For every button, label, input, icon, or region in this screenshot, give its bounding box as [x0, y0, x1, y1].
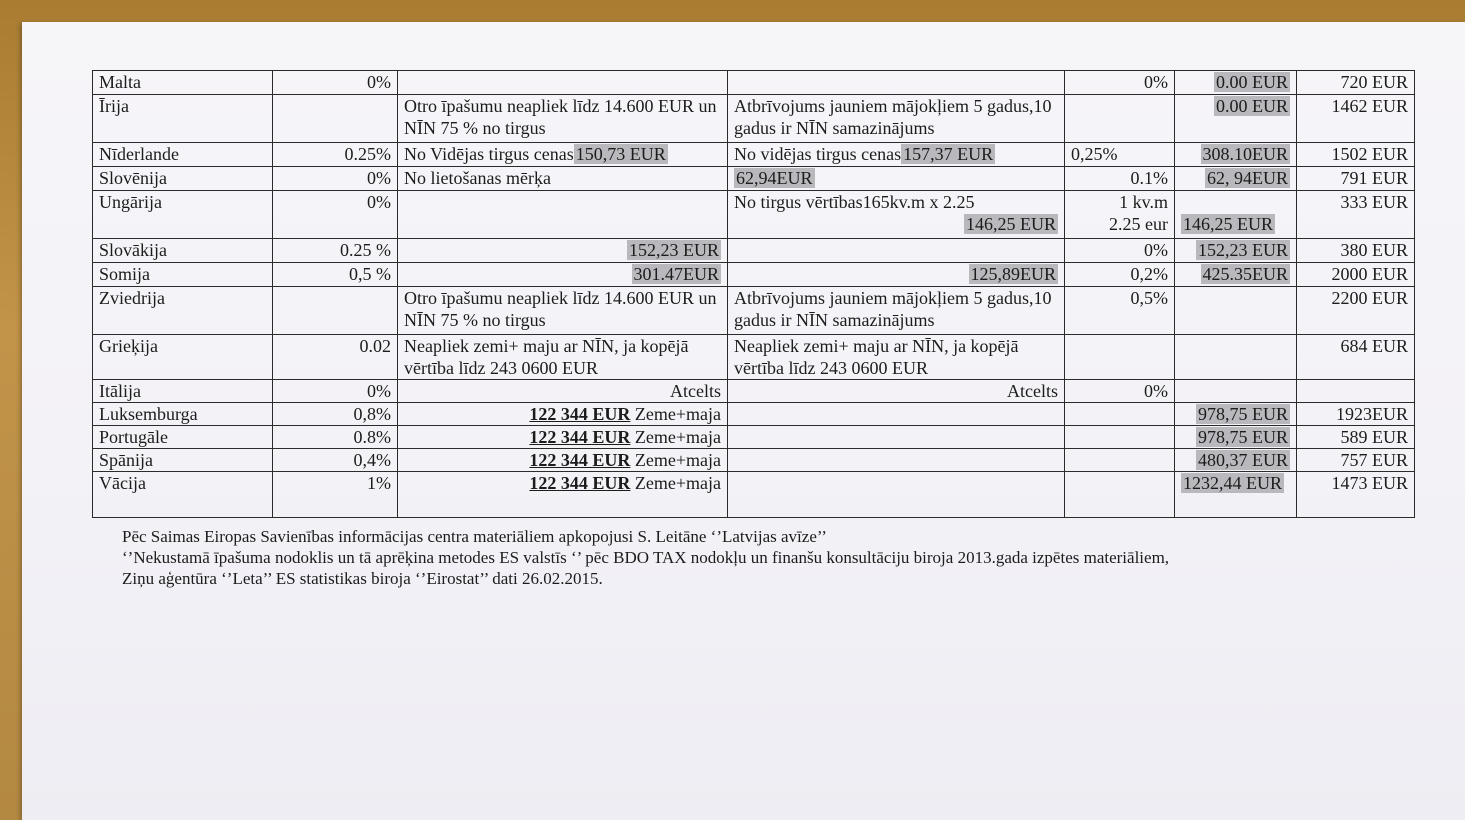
total-cell: 1473 EUR [1297, 472, 1415, 518]
note1-text: Zeme+maja [630, 473, 721, 493]
table-row [93, 263, 1415, 287]
table-row [93, 71, 1415, 95]
rate-cell: 0.8% [273, 426, 398, 449]
note1-cell: Otro īpašumu neapliek līdz 14.600 EUR un NĪN 75 % no tirgus [398, 287, 728, 335]
amount-cell [1175, 239, 1297, 263]
note1-cell [398, 449, 728, 472]
note1-amount: 122 344 EUR [529, 427, 631, 447]
rate2-cell [1065, 403, 1175, 426]
total-cell: 589 EUR [1297, 426, 1415, 449]
rate-cell [273, 95, 398, 143]
note1-text: Zeme+maja [630, 427, 721, 447]
country-cell: Ungārija [93, 191, 273, 239]
note2-cell [728, 239, 1065, 263]
amount-value: 425.35EUR [1202, 264, 1288, 284]
note2-cell [728, 191, 1065, 239]
rate-cell: 0% [273, 167, 398, 191]
amount-value: 0.00 EUR [1216, 96, 1288, 116]
amount-value: 480,37 EUR [1198, 450, 1288, 470]
amount-cell [1175, 426, 1297, 449]
country-cell: Grieķija [93, 335, 273, 380]
total-cell [1297, 380, 1415, 403]
rate2-cell: 0% [1065, 71, 1175, 95]
amount-cell [1175, 335, 1297, 380]
amount-value: 978,75 EUR [1198, 404, 1288, 424]
amount-cell [1175, 191, 1297, 239]
country-cell: Portugāle [93, 426, 273, 449]
country-cell: Malta [93, 71, 273, 95]
rate-cell: 0% [273, 191, 398, 239]
rate-cell: 0,5 % [273, 263, 398, 287]
table-row [93, 191, 1415, 239]
rate-cell: 0.25 % [273, 239, 398, 263]
amount-cell [1175, 449, 1297, 472]
note2-amount: 62,94EUR [736, 168, 813, 188]
table-row [93, 380, 1415, 403]
total-cell: 380 EUR [1297, 239, 1415, 263]
rate-cell: 0.25% [273, 143, 398, 167]
rate-cell: 0% [273, 71, 398, 95]
note1-cell [398, 239, 728, 263]
note2-cell [728, 426, 1065, 449]
table-row [93, 335, 1415, 380]
rate2-cell [1065, 426, 1175, 449]
amount-cell [1175, 380, 1297, 403]
amount-cell [1175, 472, 1297, 518]
country-cell: Zviedrija [93, 287, 273, 335]
note1-amount: 152,23 EUR [629, 240, 719, 260]
note2-amount: 125,89EUR [970, 264, 1056, 284]
note1-amount: 122 344 EUR [529, 473, 631, 493]
note1-text: Zeme+maja [630, 450, 721, 470]
table-row [93, 95, 1415, 143]
note1-cell [398, 143, 728, 167]
table-row [93, 287, 1415, 335]
table-row [93, 449, 1415, 472]
rate2-cell: 0.1% [1065, 167, 1175, 191]
table-row [93, 426, 1415, 449]
note2-cell: Atbrīvojums jauniem mājokļiem 5 gadus,10 gadus ir NĪN samazinājums [728, 287, 1065, 335]
note1-amount: 150,73 EUR [575, 144, 666, 164]
note1-text: Zeme+maja [630, 404, 721, 424]
note2-cell: Atbrīvojums jauniem mājokļiem 5 gadus,10 gadus ir NĪN samazinājums [728, 95, 1065, 143]
source-note: ‘’Nekustamā īpašuma nodoklis un tā aprēķina metodes ES valstīs ‘’ pēc BDO TAX nodokļu un finanšu konsultāciju biroja 2013.gada izpētes materiāliem, [122, 548, 1170, 567]
country-cell: Spānija [93, 449, 273, 472]
note1-cell: Otro īpašumu neapliek līdz 14.600 EUR un NĪN 75 % no tirgus [398, 95, 728, 143]
rate-cell: 1% [273, 472, 398, 518]
note1-amount: 122 344 EUR [529, 450, 631, 470]
amount-cell [1175, 403, 1297, 426]
note2-cell [728, 403, 1065, 426]
country-cell: Īrija [93, 95, 273, 143]
rate2-cell [1065, 191, 1175, 239]
note1-text: No Vidējas tirgus cenas [404, 144, 574, 164]
source-notes [122, 526, 1262, 589]
amount-value: 62, 94EUR [1207, 168, 1288, 188]
note1-cell [398, 426, 728, 449]
table-row [93, 167, 1415, 191]
note2-cell [728, 167, 1065, 191]
amount-cell [1175, 167, 1297, 191]
total-cell: 720 EUR [1297, 71, 1415, 95]
note2-cell [728, 263, 1065, 287]
note1-cell [398, 191, 728, 239]
amount-value: 1232,44 EUR [1183, 473, 1282, 493]
note2-cell [728, 449, 1065, 472]
note2-cell [728, 71, 1065, 95]
note2-text: No vidējas tirgus cenas [734, 144, 902, 164]
rate2-cell [1065, 95, 1175, 143]
note1-amount: 122 344 EUR [529, 404, 631, 424]
total-cell: 1923EUR [1297, 403, 1415, 426]
note1-amount: 301.47EUR [633, 264, 719, 284]
country-cell: Somija [93, 263, 273, 287]
rate-cell: 0,8% [273, 403, 398, 426]
total-cell: 791 EUR [1297, 167, 1415, 191]
rate2-line: 2.25 eur [1109, 214, 1168, 234]
note2-cell [728, 472, 1065, 518]
tax-table [92, 70, 1415, 518]
amount-cell [1175, 71, 1297, 95]
note1-cell: No lietošanas mērķa [398, 167, 728, 191]
note1-cell [398, 263, 728, 287]
note2-cell: Neapliek zemi+ maju ar NĪN, ja kopējā vērtība līdz 243 0600 EUR [728, 335, 1065, 380]
rate2-cell [1065, 335, 1175, 380]
rate-cell: 0% [273, 380, 398, 403]
amount-cell [1175, 263, 1297, 287]
amount-value: 146,25 EUR [1183, 214, 1273, 234]
rate2-cell [1065, 472, 1175, 518]
note2-amount: 157,37 EUR [903, 144, 994, 164]
note1-cell [398, 71, 728, 95]
rate2-cell: 0,2% [1065, 263, 1175, 287]
note2-cell [728, 143, 1065, 167]
country-cell: Vācija [93, 472, 273, 518]
amount-cell [1175, 287, 1297, 335]
total-cell: 757 EUR [1297, 449, 1415, 472]
rate2-cell: 0,25% [1065, 143, 1175, 167]
note2-text: No tirgus vērtības165kv.m x 2.25 [734, 192, 975, 212]
rate2-cell: 0% [1065, 239, 1175, 263]
table-row [93, 143, 1415, 167]
rate2-line: 1 kv.m [1119, 192, 1168, 212]
amount-cell [1175, 95, 1297, 143]
rate2-cell: 0,5% [1065, 287, 1175, 335]
total-cell: 1462 EUR [1297, 95, 1415, 143]
rate-cell [273, 287, 398, 335]
amount-cell [1175, 143, 1297, 167]
country-cell: Itālija [93, 380, 273, 403]
source-note: Pēc Saimas Eiropas Savienības informācijas centra materiāliem apkopojusi S. Leitāne ‘’Latvijas avīze’’ [122, 527, 827, 546]
note2-cell: Atcelts [728, 380, 1065, 403]
rate-cell: 0,4% [273, 449, 398, 472]
amount-value: 0.00 EUR [1216, 72, 1288, 92]
note1-cell: Neapliek zemi+ maju ar NĪN, ja kopējā vērtība līdz 243 0600 EUR [398, 335, 728, 380]
rate2-cell: 0% [1065, 380, 1175, 403]
note2-amount: 146,25 EUR [966, 214, 1056, 234]
amount-value: 152,23 EUR [1198, 240, 1288, 260]
table-row [93, 239, 1415, 263]
note1-cell: Atcelts [398, 380, 728, 403]
country-cell: Luksemburga [93, 403, 273, 426]
rate2-cell [1065, 449, 1175, 472]
country-cell: Slovākija [93, 239, 273, 263]
total-cell: 684 EUR [1297, 335, 1415, 380]
total-cell: 2000 EUR [1297, 263, 1415, 287]
total-cell: 2200 EUR [1297, 287, 1415, 335]
note1-cell [398, 403, 728, 426]
total-cell: 1502 EUR [1297, 143, 1415, 167]
note1-cell [398, 472, 728, 518]
amount-value: 978,75 EUR [1198, 427, 1288, 447]
source-note: Ziņu aģentūra ‘’Leta’’ ES statistikas biroja ‘’Eirostat’’ dati 26.02.2015. [122, 569, 603, 588]
amount-value: 308.10EUR [1202, 144, 1288, 164]
table-row [93, 472, 1415, 518]
table-row [93, 403, 1415, 426]
total-cell: 333 EUR [1297, 191, 1415, 239]
country-cell: Nīderlande [93, 143, 273, 167]
country-cell: Slovēnija [93, 167, 273, 191]
rate-cell: 0.02 [273, 335, 398, 380]
